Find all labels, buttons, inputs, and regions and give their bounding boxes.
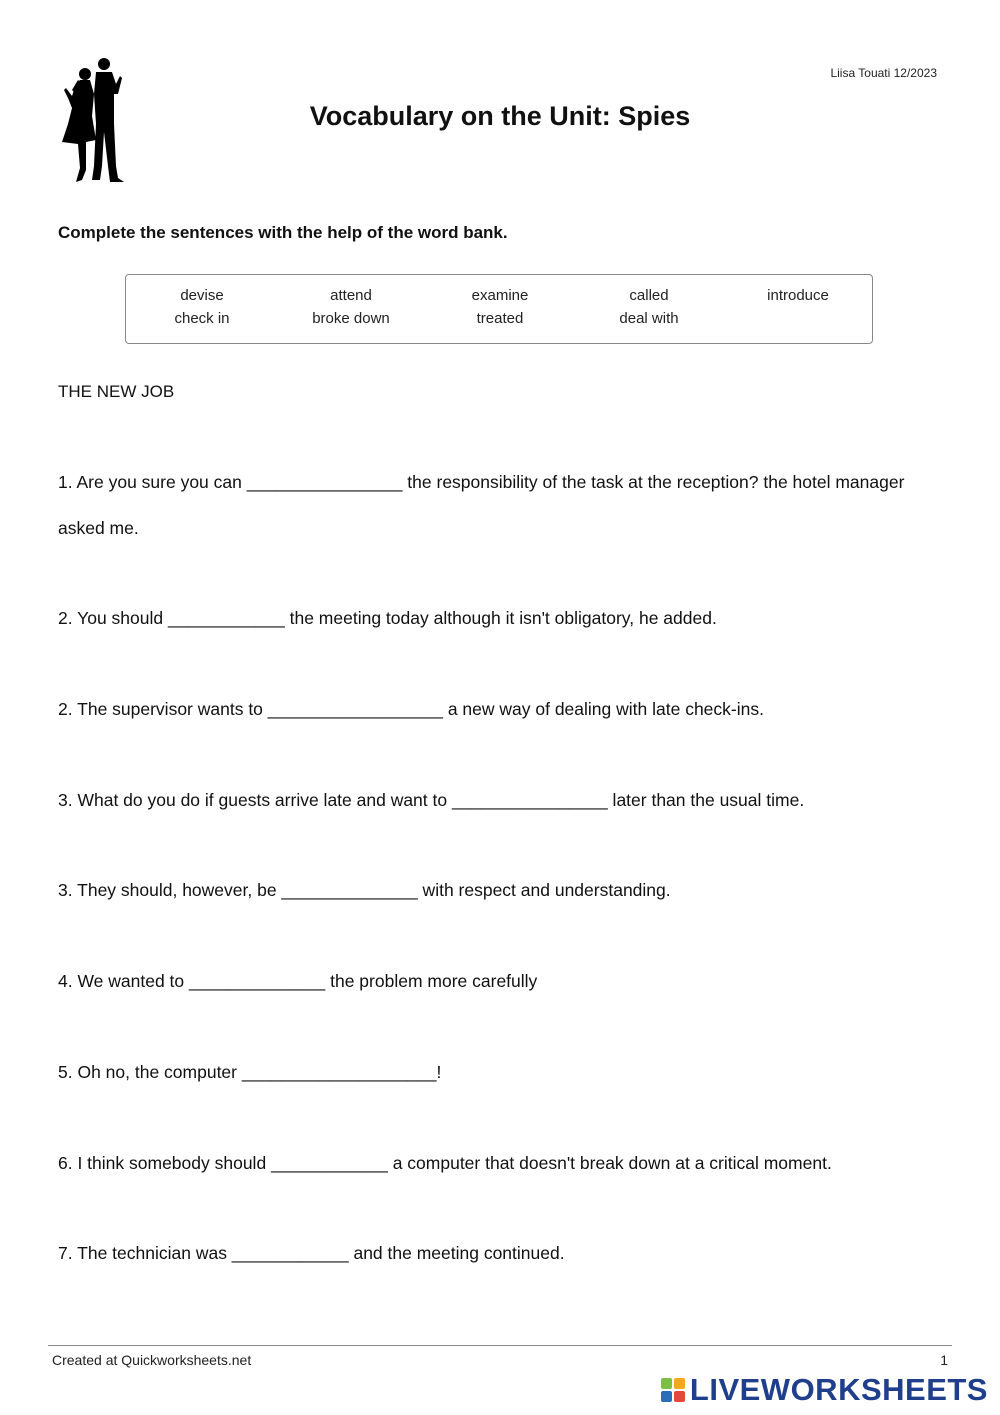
word-bank [125, 274, 873, 344]
word-bank-item: attend [330, 287, 372, 304]
word-bank-item: introduce [767, 287, 829, 304]
liveworksheets-logo-icon [660, 1377, 686, 1403]
word-bank-item: called [629, 287, 669, 304]
liveworksheets-brand[interactable] [660, 1372, 988, 1408]
sentence-7: 7. The technician was ____________ and the meeting continued. [58, 1243, 565, 1263]
sentence-3b: 3. They should, however, be ______________ with respect and understanding. [58, 880, 671, 900]
sentence-4: 4. We wanted to ______________ the problem more carefully [58, 971, 538, 991]
sentence-1-continued: asked me. [58, 518, 139, 538]
word-bank-item: check in [174, 310, 230, 327]
page-number: 1 [940, 1352, 948, 1368]
sentence-2b: 2. The supervisor wants to __________________ a new way of dealing with late check-ins. [58, 699, 764, 719]
word-bank-item: deal with [619, 310, 679, 327]
word-bank-item: examine [471, 287, 529, 304]
footer-divider [48, 1345, 952, 1346]
sentence-2a: 2. You should ____________ the meeting today although it isn't obligatory, he added. [58, 608, 717, 628]
page-title: Vocabulary on the Unit: Spies [309, 101, 691, 131]
sentence-6: 6. I think somebody should ____________ a computer that doesn't break down at a critical moment. [58, 1153, 832, 1173]
footer-credit: Created at Quickworksheets.net [52, 1352, 252, 1368]
sentence-1: 1. Are you sure you can ________________ the responsibility of the task at the reception? the hotel manager [58, 472, 905, 492]
instructions: Complete the sentences with the help of the word bank. [58, 223, 508, 242]
section-heading: THE NEW JOB [58, 382, 175, 401]
word-bank-item: broke down [312, 310, 390, 327]
sentence-5: 5. Oh no, the computer ____________________! [58, 1062, 442, 1082]
brand-name: LIVEWORKSHEETS [689, 1372, 988, 1407]
author-date: Liisa Touati 12/2023 [830, 66, 937, 80]
word-bank-item: treated [476, 310, 524, 327]
sentence-3a: 3. What do you do if guests arrive late and want to ________________ later than the usual time. [58, 790, 805, 810]
word-bank-item: devise [180, 287, 224, 304]
